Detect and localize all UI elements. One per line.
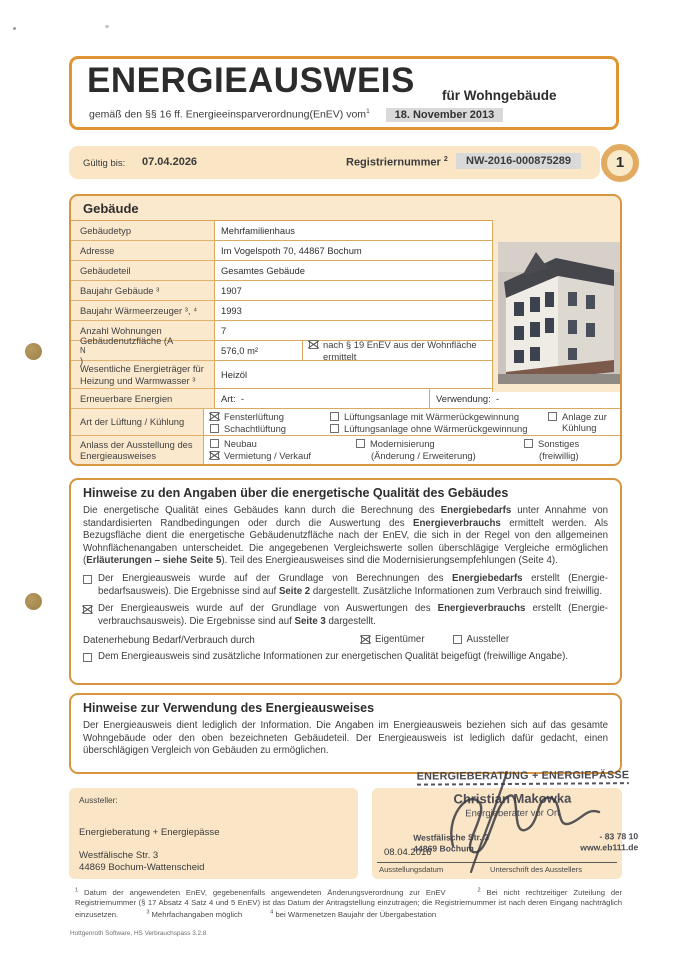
row-label: Anlass der Ausstellung des Energieausweises <box>71 436 203 465</box>
datenerhebung-label: Datenerhebung Bedarf/Verbrauch durch <box>83 634 255 646</box>
photo-area <box>492 220 622 392</box>
table-row-lueftung <box>71 409 620 436</box>
anlass-col1 <box>210 438 356 462</box>
row-label: Baujahr Wärmeerzeuger ³, ⁴ <box>71 301 214 321</box>
row-value: Im Vogelspoth 70, 44867 Bochum <box>214 241 496 261</box>
lueftung-col3 <box>548 411 614 434</box>
checkbox-sublabel: (Änderung / Erweiterung) <box>371 450 476 462</box>
stamp-company: ENERGIEBERATUNG + ENERGIEPÄSSE <box>416 769 630 783</box>
checkbox <box>83 575 92 584</box>
footnote: $^4$ bei Wärmenetzen Baujahr der Übergabestation <box>270 909 437 919</box>
checkbox-label: Fensterlüftung <box>224 411 284 422</box>
art-value: - <box>240 393 244 404</box>
row-value: 1993 <box>214 301 496 321</box>
checkbox-label: Schachtlüftung <box>224 423 287 435</box>
stamp-name: Christian Makowka <box>453 790 572 807</box>
art-label: Art: <box>221 393 236 404</box>
stamp-city: 44869 Bochum <box>413 843 474 854</box>
checkbox-sublabel: (freiwillig) <box>539 450 579 462</box>
row-value: 576,0 m² <box>214 341 302 361</box>
document-subtitle: für Wohngebäude <box>442 88 557 103</box>
checkbox <box>210 439 219 448</box>
row-label: Erneuerbare Energien <box>71 389 214 409</box>
checkbox-item <box>210 411 330 422</box>
intro-paragraph: Die energetische Qualität eines Gebäudes kann durch die Berechnung des Energiebedarfs unter Annahme von standardisierten Randbedingungen oder durch die Auswertung des Energieverbrauchs ermittelt werden. Als Bezugsfläche dient die energetische Gebäudenutzfläche nach der EnEV, die sich in der Regel von den allgemeinen Wohnflächenangaben unterscheidet. Die angegebenen Vergleichswerte sollen überschlägige Vergleiche ermöglichen (Erläuterungen – siehe Seite 5). Teil des Energieausweises sind die Modernisierungsempfehlungen (Seite 4). <box>83 505 608 567</box>
checkbox-item <box>210 450 356 461</box>
checkbox-label: Aussteller <box>466 634 510 646</box>
registry-number: NW-2016-000875289 <box>456 153 581 169</box>
valid-until-label: Gültig bis: <box>83 158 126 169</box>
row-value: Mehrfamilienhaus <box>214 221 496 241</box>
checkbox-item <box>356 438 524 449</box>
aussteller-label: Aussteller: <box>79 795 118 805</box>
document-title: ENERGIEAUSWEIS <box>87 61 415 100</box>
stamp-divider <box>417 782 629 785</box>
checkbox <box>548 412 557 421</box>
verwendung-paragraph: Der Energieausweis dient lediglich der Information. Die Angaben im Energieausweis beziehen sich auf das gesamte Wohngebäude oder den oben bezeichneten Gebäudeteil. Der Energieausweis ist lediglich dafür gedacht, einen überschlägigen Vergleich von Gebäuden zu ermöglichen. <box>83 720 608 757</box>
row-label: Anzahl Wohnungen <box>71 321 214 341</box>
erneuerbare-art-cell <box>214 389 429 409</box>
checkbox <box>83 653 92 662</box>
checkbox-item <box>524 438 614 449</box>
checkbox-label: Modernisierung <box>370 438 435 449</box>
regulation-text: gemäß den §§ 16 ff. Energieeinsparverordnung(EnEV) vom <box>89 108 367 121</box>
checkbox-item <box>309 339 489 362</box>
checkbox <box>453 635 462 644</box>
checkbox-label: Dem Energieausweis sind zusätzliche Informationen zur energetischen Qualität beigefügt (freiwillige Angabe). <box>98 651 569 663</box>
row-label: Wesentliche Energieträger für Heizung und Warmwasser ³ <box>71 361 214 389</box>
checkbox-label: Neubau <box>224 438 257 449</box>
checkbox-item <box>548 411 614 434</box>
section-title: Hinweise zu den Angaben über die energetische Qualität des Gebäudes <box>83 486 509 500</box>
checkbox <box>83 605 92 614</box>
row-value: Gesamtes Gebäude <box>214 261 496 281</box>
hinweise-qualitaet-section <box>69 478 622 685</box>
page-number-badge: 1 <box>601 144 639 182</box>
lueftung-options <box>203 409 620 436</box>
erneuerbare-verwendung-cell <box>429 389 620 409</box>
verbrauch-item <box>83 603 608 628</box>
checkbox <box>309 340 318 349</box>
checkbox-label: Lüftungsanlage mit Wärmerückgewinnung <box>344 411 520 422</box>
stamp-web: www.eb111.de <box>580 841 639 853</box>
section-title: Gebäude <box>83 201 139 216</box>
row-label: Baujahr Gebäude ³ <box>71 281 214 301</box>
signature-line <box>377 862 617 863</box>
hinweise-verwendung-section <box>69 693 622 774</box>
building-photo <box>498 242 620 384</box>
footnote: $^3$ Mehrfachangaben möglich <box>146 909 243 919</box>
checkbox-label: Eigentümer <box>375 634 425 646</box>
checkbox-label: Vermietung / Verkauf <box>224 450 312 462</box>
checkbox-item <box>361 634 425 646</box>
punch-hole <box>25 343 42 360</box>
row-label: Adresse <box>71 241 214 261</box>
anlass-col2 <box>356 438 524 461</box>
anlass-col3 <box>524 438 614 461</box>
checkbox-label: Anlage zur Kühlung <box>562 411 607 434</box>
stamp-street: Westfälische Str. 3 <box>413 832 490 843</box>
lueftung-col1 <box>210 411 330 435</box>
table-row-anlass <box>71 436 620 465</box>
zusatz-item <box>83 651 608 664</box>
scan-artifact <box>13 27 16 30</box>
checkbox <box>330 424 339 433</box>
header-box <box>69 56 619 130</box>
checkbox <box>356 439 365 448</box>
signature-label: Unterschrift des Ausstellers <box>490 865 583 874</box>
checkbox-item <box>210 423 330 434</box>
footnote: $^2$ Bei nicht rechtzeitiger Zuteilung der Registriernummer (§ 17 Absatz 4 Satz 4 und 5 EnEV) ist das Datum der Antragstellung einzutragen; die Registriernummer ist nach deren Eingang nachträglich einzusetzen. <box>75 887 623 919</box>
checkbox <box>361 635 370 644</box>
checkbox-label: Der Energieausweis wurde auf der Grundlage von Berechnungen des Energiebedarfs erstellt (Energiebedarfsausweis). Die Ergebnisse sind auf Seite 2 dargestellt. Zusätzliche Informationen zum Verbrauch sind freiwillig. <box>98 573 608 597</box>
gebaeude-section <box>69 194 622 466</box>
row-label: Gebäudeteil <box>71 261 214 281</box>
row-label: Gebäudenutzfläche (A N ) <box>71 341 214 361</box>
punch-hole <box>25 593 42 610</box>
aussteller-city: 44869 Bochum-Wattenscheid <box>79 862 205 873</box>
checkbox <box>524 439 533 448</box>
lueftung-col2 <box>330 411 548 435</box>
footnotes <box>75 887 622 920</box>
checkbox-item <box>330 411 548 422</box>
checkbox <box>210 412 219 421</box>
row-value: 1907 <box>214 281 496 301</box>
verwendung-label: Verwendung: <box>436 393 491 404</box>
checkbox <box>210 451 219 460</box>
checkbox-item <box>453 634 510 646</box>
row-label: Gebäudetyp <box>71 221 214 241</box>
row-value: 7 <box>214 321 496 341</box>
stamp-role: Energieberater vor Ort <box>465 807 560 820</box>
checkbox <box>330 412 339 421</box>
checkbox-label: Lüftungsanlage ohne Wärmerückgewinnung <box>344 423 528 435</box>
checkbox-item <box>210 438 356 449</box>
checkbox-label: nach § 19 EnEV aus der Wohnfläche ermittelt <box>323 339 477 362</box>
regulation-date: 18. November 2013 <box>386 108 504 122</box>
nutzflaeche-check-cell <box>302 341 496 361</box>
stamp-phone: - 83 78 10 <box>599 831 639 842</box>
aussteller-box <box>69 788 358 879</box>
section-title: Hinweise zur Verwendung des Energieausweises <box>83 701 375 715</box>
checkbox <box>210 424 219 433</box>
row-label: Art der Lüftung / Kühlung <box>71 409 203 436</box>
verwendung-value: - <box>495 393 500 404</box>
footnote-marker: 2 <box>443 156 448 163</box>
validity-bar <box>69 146 600 179</box>
issue-date: 08.04.2016 <box>384 847 432 858</box>
bedarf-item <box>83 573 608 598</box>
aussteller-company: Energieberatung + Energiepässe <box>79 827 220 838</box>
checkbox-item <box>330 423 548 434</box>
stamp-address <box>385 831 640 854</box>
regulation-line <box>89 108 503 121</box>
registry-label: Registriernummer $^2$ <box>346 156 448 169</box>
software-credit: Hottgenroth Software, HS Verbrauchspass 3.2.8 <box>70 930 207 937</box>
checkbox-label: Der Energieausweis wurde auf der Grundlage von Auswertungen des Energieverbrauchs erstellt (Energieverbrauchsausweis). Die Ergebnisse sind auf Seite 3 dargestellt. <box>98 603 608 627</box>
row-value: Heizöl <box>214 361 496 389</box>
checkbox-label: Sonstiges <box>538 438 580 449</box>
issue-date-label: Ausstellungsdatum <box>379 865 444 874</box>
aussteller-street: Westfälische Str. 3 <box>79 850 159 861</box>
datenerhebung-row <box>83 634 608 646</box>
table-row-erneuerbare <box>71 389 620 409</box>
anlass-options <box>203 436 620 465</box>
scan-artifact <box>105 25 109 28</box>
footnote: $^1$ Datum der angewendeten EnEV, gegebenenfalls angewendeten Änderungsverordnung zur EnEV <box>75 887 446 897</box>
valid-until-date: 07.04.2026 <box>142 156 198 168</box>
footnote-marker: 1 <box>366 108 370 115</box>
issuer-stamp <box>385 769 641 854</box>
